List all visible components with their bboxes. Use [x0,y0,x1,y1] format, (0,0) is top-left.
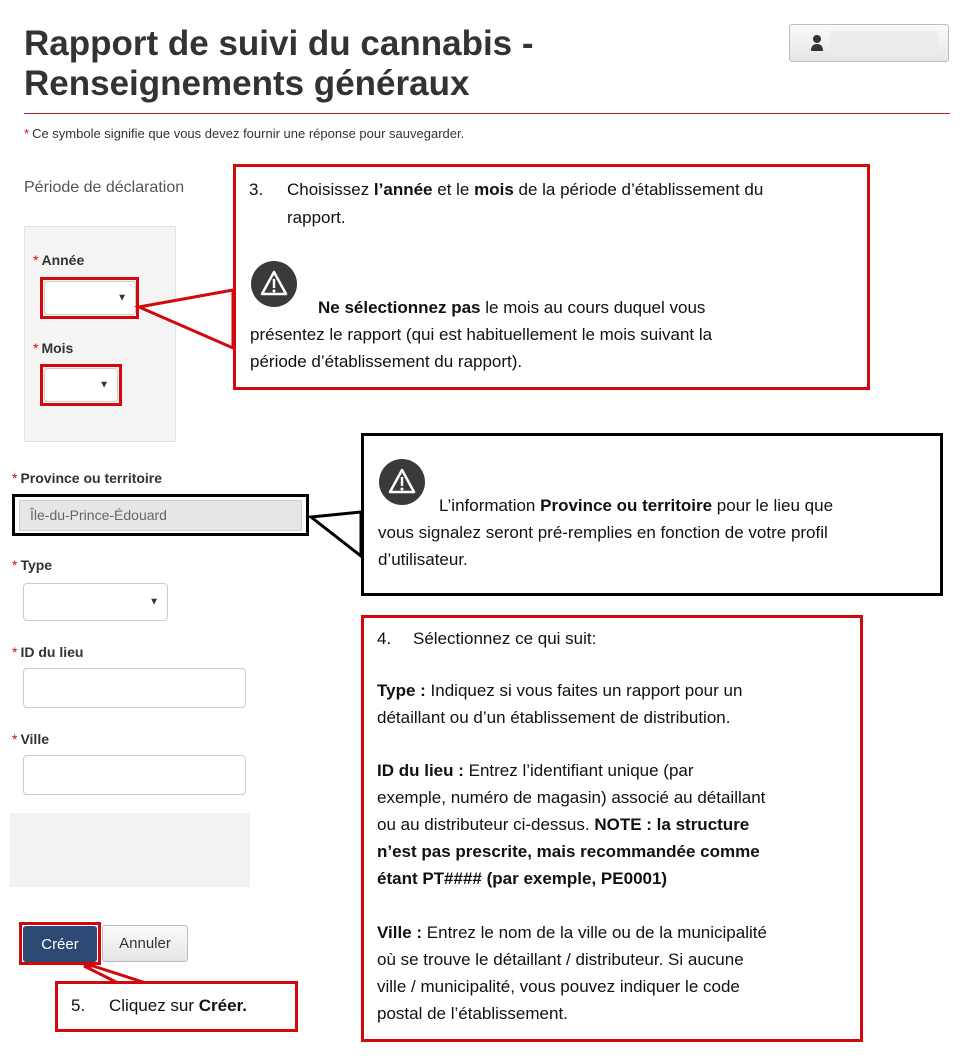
step3-pointer [139,290,233,348]
province-pointer [311,512,361,556]
province-note-callout: L’information Province ou territoire pour le lieu que vous signalez seront pré-remplies en fonction de votre profil d’utilisateur. [361,433,943,596]
month-label: * Mois [33,340,74,356]
chevron-down-icon: ▼ [99,379,109,391]
province-field: Île-du-Prince-Édouard [19,500,302,531]
location-id-label: * ID du lieu [12,644,84,660]
cancel-button[interactable]: Annuler [102,925,188,962]
period-label: Période de déclaration [24,179,185,196]
warning-icon [379,459,425,505]
step5-callout: 5. Cliquez sur Créer. [55,981,298,1032]
chevron-down-icon: ▼ [117,292,127,304]
warning-icon [251,261,297,307]
step3-callout: 3. Choisissez l’année et le mois de la période d’établissement du rapport. Ne sélectionnez pas le mois au cours duquel vous présentez le rapport (qui est habituellement le mois suivant la période d’établissement du rapport). [233,164,870,390]
create-button[interactable]: Créer [23,926,97,962]
province-label: * Province ou territoire [12,470,163,486]
page-title: Rapport de suivi du cannabis - Renseignements généraux [24,24,534,103]
city-label: * Ville [12,731,49,747]
required-notice: * Ce symbole signifie que vous devez fournir une réponse pour sauvegarder. [24,126,465,141]
year-label: * Année [33,252,85,268]
chevron-down-icon: ▼ [149,596,159,608]
type-label: * Type [12,557,53,573]
step4-callout: 4. Sélectionnez ce qui suit: Type : Indiquez si vous faites un rapport pour un détaillant ou d’un établissement de distribution. ID du lieu : Entrez l’identifiant unique (par exemple, numéro de magasin) associé au détaillant ou au distributeur ci-dessus. NOTE : la structure n’est pas prescrite, mais recommandée comme étant PT#### (par exemple, PE0001) Ville : Entrez le nom de la ville ou de la municipalité où se trouve le détaillant / distributeur. Si aucune ville / municipalité, vous pouvez indiquer le code postal de l’établissement. [361,615,863,1042]
